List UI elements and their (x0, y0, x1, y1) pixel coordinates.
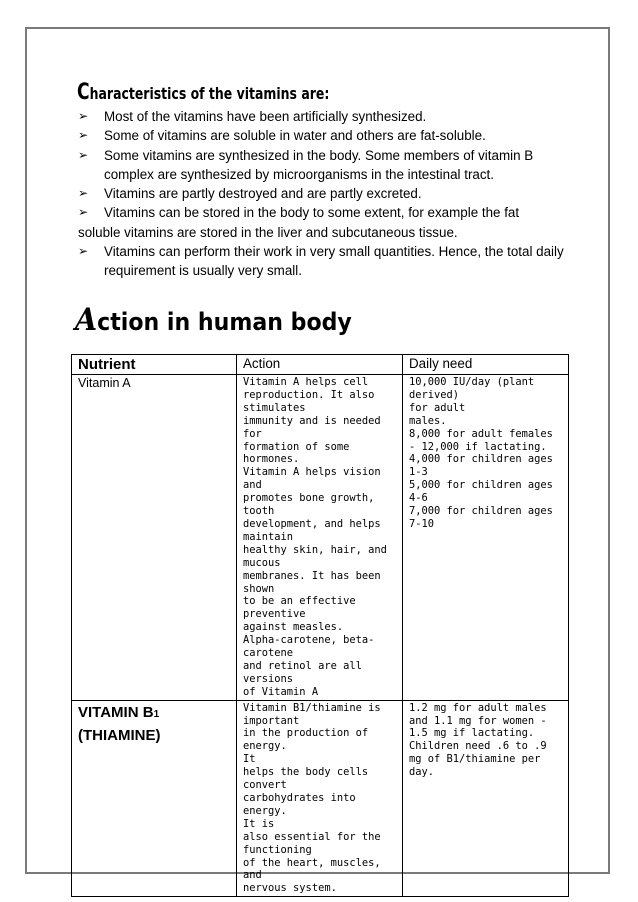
list-item-text: Most of the vitamins have been artificially synthesized. (104, 109, 427, 124)
heading-drop-letter: A (75, 302, 98, 338)
nutrient-alias: (THIAMINE) (78, 726, 161, 744)
arrow-bullet-icon: ➢ (78, 186, 89, 201)
list-item-text: Vitamins can perform their work in very small quantities. Hence, the total daily requirement is usually very small. (104, 244, 564, 279)
action-cell: Vitamin B1/thiamine is important in the production of energy. It helps the body cells convert carbohydrates into energy. It is also essential for the functioning of the heart, muscles, and nervous system. (237, 700, 403, 897)
arrow-bullet-icon: ➢ (78, 205, 89, 220)
list-item-text: Some vitamins are synthesized in the body. Some members of vitamin B complex are synthesized by microorganisms in the intestinal tract. (104, 147, 534, 182)
list-item-text: Some of vitamins are soluble in water and others are fat-soluble. (104, 128, 486, 144)
column-header-action: Action (237, 355, 403, 375)
list-item (78, 107, 568, 126)
heading-drop-letter: C (77, 80, 90, 105)
list-item-text: Vitamins are partly destroyed and are partly excreted. (104, 186, 422, 202)
nutrient-subscript: 1 (153, 708, 160, 720)
daily-need-cell: 10,000 IU/day (plant derived) for adult males. 8,000 for adult females - 12,000 if lactating. 4,000 for children ages 1-3 5,000 for children ages 4-6 7,000 for children ages 7-10 (403, 375, 569, 701)
arrow-bullet-icon: ➢ (78, 244, 89, 259)
list-item (78, 184, 568, 203)
list-item (78, 203, 568, 242)
arrow-bullet-icon: ➢ (78, 109, 89, 123)
list-item-text-continued: soluble vitamins are stored in the liver and subcutaneous tissue. (78, 224, 458, 240)
column-header-daily-need: Daily need (403, 355, 569, 375)
daily-need-cell: 1.2 mg for adult males and 1.1 mg for women - 1.5 mg if lactating. Children need .6 to .9 mg of B1/thiamine per day. (403, 700, 569, 897)
heading-text: haracteristics of the vitamins are: (89, 84, 330, 103)
action-cell: Vitamin A helps cell reproduction. It also stimulates immunity and is needed for formation of some hormones. Vitamin A helps vision and promotes bone growth, tooth development, and helps maintain healthy skin, hair, and mucous membranes. It has been shown to be an effective preventive against measles. Alpha-carotene, beta- carotene and retinol are all versions of Vitamin A (237, 375, 403, 701)
action-heading (75, 302, 352, 338)
list-item-text: Vitamins can be stored in the body to some extent, for example the fat (104, 205, 520, 221)
heading-text: ction in human body (97, 308, 352, 336)
table-row (72, 375, 569, 701)
nutrient-name: VITAMIN B (78, 703, 154, 721)
nutrient-table (71, 354, 569, 897)
list-item (78, 146, 568, 185)
nutrient-cell: Vitamin A (72, 375, 237, 701)
arrow-bullet-icon: ➢ (78, 128, 89, 143)
column-header-nutrient: Nutrient (72, 355, 237, 375)
list-item (78, 126, 568, 145)
table-row (72, 700, 569, 897)
characteristics-list (78, 107, 568, 281)
list-item (78, 242, 568, 281)
table-header-row (72, 355, 569, 375)
nutrient-cell (72, 700, 237, 897)
arrow-bullet-icon: ➢ (78, 147, 89, 162)
characteristics-heading (77, 80, 329, 105)
